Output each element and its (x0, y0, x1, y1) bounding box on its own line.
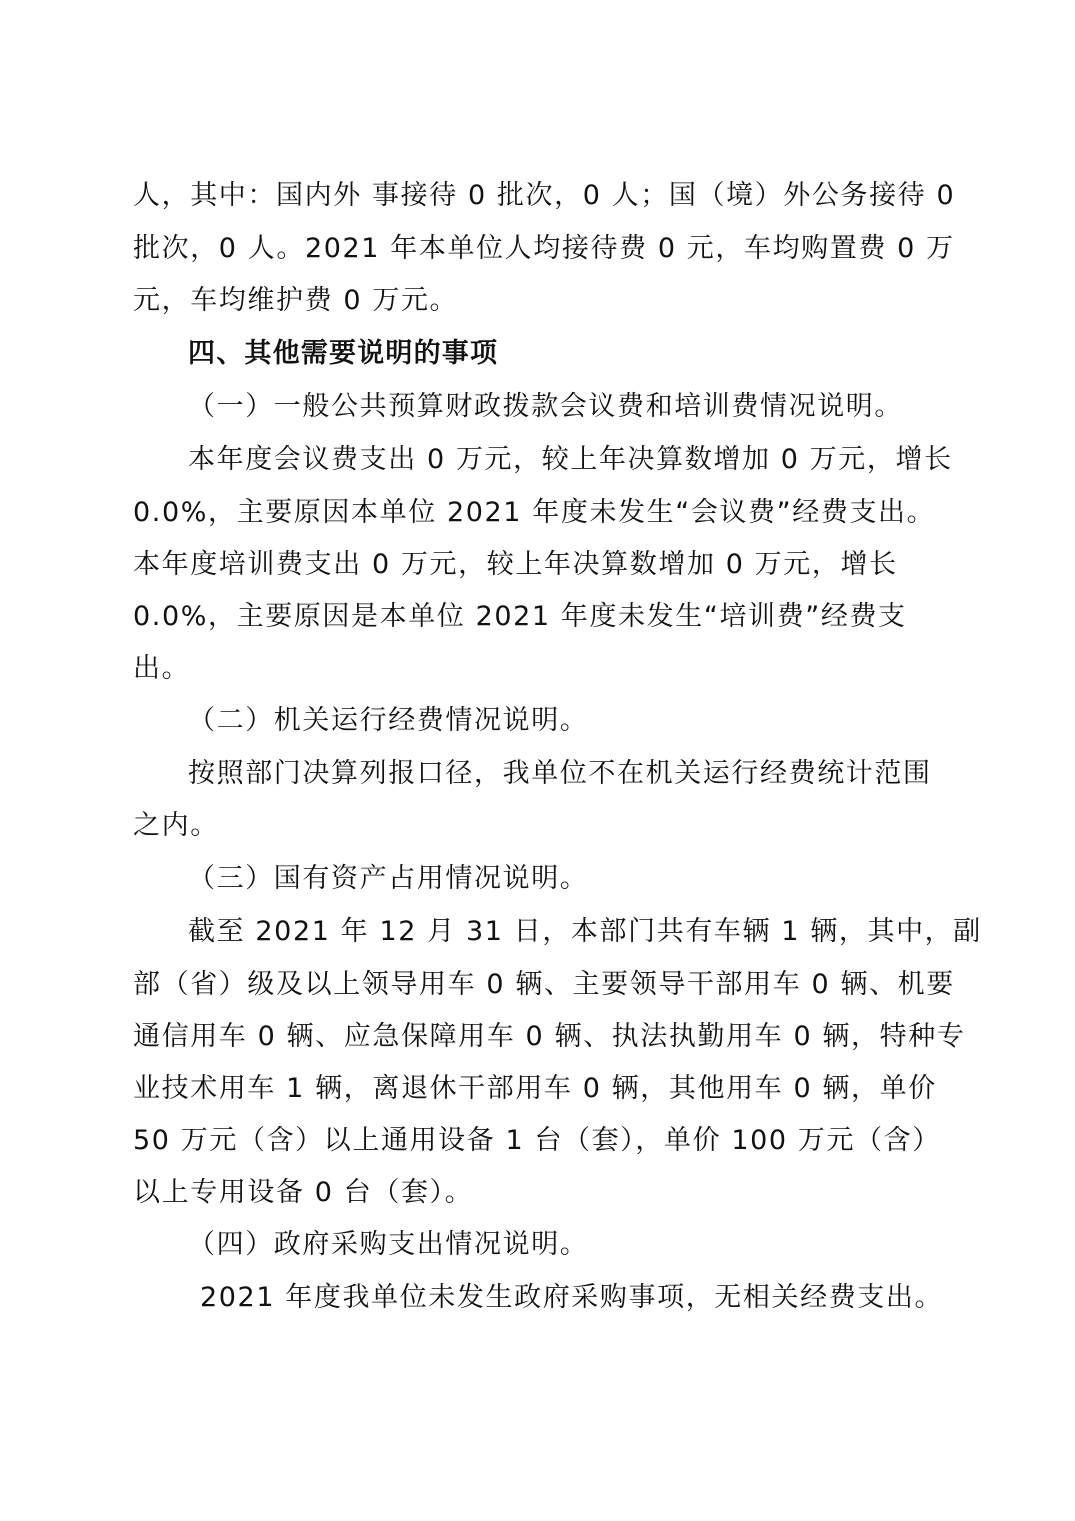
subsection-3-line-5: 50 万元（含）以上通用设备 1 台（套），单价 100 万元（含） (133, 1125, 941, 1156)
subsection-3-line-6: 以上专用设备 0 台（套）。 (133, 1177, 474, 1208)
subsection-1-line-4: 0.0%，主要原因是本单位 2021 年度未发生“培训费”经费支 (133, 601, 907, 632)
subsection-4-heading: （四）政府采购支出情况说明。 (188, 1229, 589, 1260)
subsection-2-heading: （二）机关运行经费情况说明。 (188, 705, 589, 736)
subsection-3-line-3: 通信用车 0 辆、应急保障用车 0 辆、执法执勤用车 0 辆，特种专 (133, 1021, 966, 1052)
subsection-1-line-5: 出。 (133, 653, 191, 684)
subsection-3-line-1: 截至 2021 年 12 月 31 日，本部门共有车辆 1 辆，其中，副 (188, 916, 982, 947)
reception-text-line-2: 批次，0 人。2021 年本单位人均接待费 0 元，车均购置费 0 万 (133, 233, 955, 264)
subsection-3-heading: （三）国有资产占用情况说明。 (188, 863, 589, 894)
subsection-4-line-1: 2021 年度我单位未发生政府采购事项，无相关经费支出。 (200, 1282, 944, 1313)
subsection-3-line-4: 业技术用车 1 辆，离退休干部用车 0 辆，其他用车 0 辆，单价 (133, 1073, 937, 1104)
subsection-1-line-1: 本年度会议费支出 0 万元，较上年决算数增加 0 万元，增长 (188, 444, 953, 475)
subsection-3-line-2: 部（省）级及以上领导用车 0 辆、主要领导干部用车 0 辆、机要 (133, 969, 955, 1000)
subsection-2-line-1: 按照部门决算列报口径，我单位不在机关运行经费统计范围 (188, 758, 932, 789)
subsection-2-line-2: 之内。 (133, 810, 219, 841)
subsection-1-heading: （一）一般公共预算财政拨款会议费和培训费情况说明。 (188, 391, 903, 422)
subsection-1-line-3: 本年度培训费支出 0 万元，较上年决算数增加 0 万元，增长 (133, 549, 898, 580)
reception-text-line-3: 元，车均维护费 0 万元。 (133, 285, 459, 316)
subsection-1-line-2: 0.0%，主要原因本单位 2021 年度未发生“会议费”经费支出。 (133, 497, 936, 528)
reception-text-line-1: 人，其中：国内外 事接待 0 批次，0 人；国（境）外公务接待 0 (133, 180, 956, 211)
section-4-heading: 四、其他需要说明的事项 (188, 338, 499, 369)
